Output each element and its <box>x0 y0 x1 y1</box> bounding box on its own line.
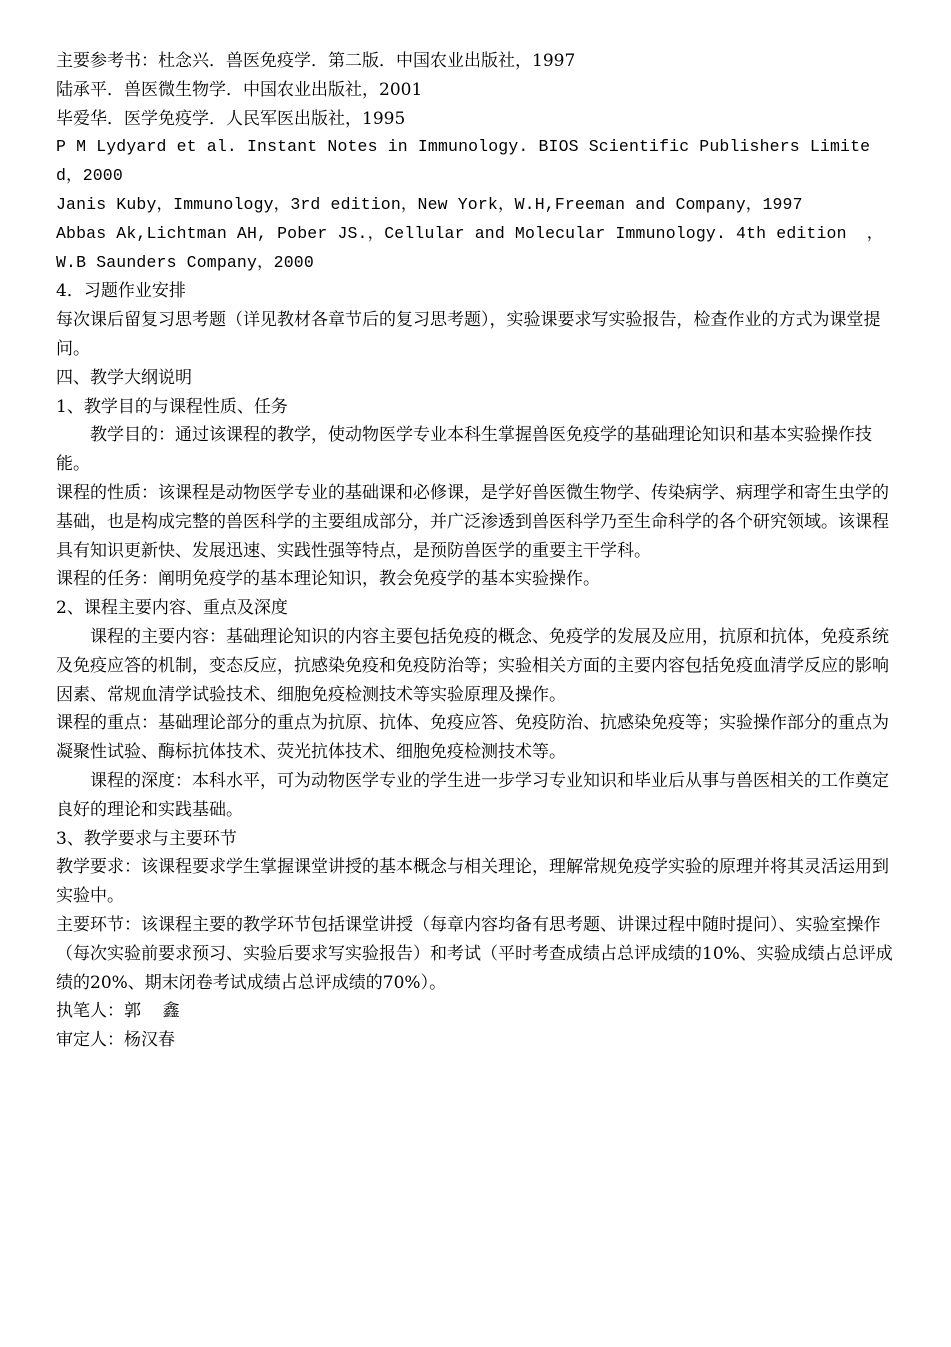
homework-heading: 4．习题作业安排 <box>56 281 186 302</box>
reference-item: 毕爱华．医学免疫学．人民军医出版社，1995 <box>56 108 406 129</box>
course-focus: 课程的重点：基础理论部分的重点为抗原、抗体、免疫应答、免疫防治、抗感染免疫等；实验操作部分的重点为凝聚性试验、酶标抗体技术、荧光抗体技术、细胞免疫检测技术等。 <box>56 713 889 763</box>
author-line: 执笔人：郭 鑫 <box>56 1001 180 1022</box>
teaching-requirement: 教学要求：该课程要求学生掌握课堂讲授的基本概念与相关理论，理解常规免疫学实验的原理并将其灵活运用到实验中。 <box>56 857 889 907</box>
section3-heading: 3、教学要求与主要环节 <box>56 828 237 849</box>
main-reference: 主要参考书：杜念兴．兽医免疫学．第二版．中国农业出版社，1997 <box>56 51 576 71</box>
section2-heading: 2、课程主要内容、重点及深度 <box>56 598 288 619</box>
reference-item-english: P M Lydyard et al. Instant Notes in Immunology. BIOS Scientific Publishers Limited，2000 <box>56 137 871 186</box>
references-section <box>56 47 894 277</box>
homework-text: 每次课后留复习思考题（详见教材各章节后的复习思考题），实验课要求写实验报告，检查作业的方式为课堂提问。 <box>56 310 881 359</box>
reference-item-english: Janis Kuby，Immunology，3rd edition，New York，W.H,Freeman and Company，1997 <box>56 194 803 214</box>
course-content: 课程的主要内容：基础理论知识的内容主要包括免疫的概念、免疫学的发展及应用，抗原和抗体，免疫系统及免疫应答的机制，变态反应，抗感染免疫和免疫防治等；实验相关方面的主要内容包括免疫血清学反应的影响因素、常规血清学试验技术、细胞免疫检测技术等实验原理及操作。 <box>56 626 889 705</box>
main-links: 主要环节：该课程主要的教学环节包括课堂讲授（每章内容均备有思考题、讲课过程中随时提问）、实验室操作（每次实验前要求预习、实验后要求写实验报告）和考试（平时考查成绩占总评成绩的10%、实验成绩占总评成绩的20%、期末闭卷考试成绩占总评成绩的70%）。 <box>56 914 893 993</box>
reference-item-english: Abbas Ak,Lichtman AH, Pober JS.，Cellular and Molecular Immunology. 4th edition ，W.B Saunders Company，2000 <box>56 223 884 272</box>
course-task: 课程的任务：阐明免疫学的基本理论知识，教会免疫学的基本实验操作。 <box>56 569 600 590</box>
course-depth: 课程的深度：本科水平，可为动物医学专业的学生进一步学习专业知识和毕业后从事与兽医相关的工作奠定良好的理论和实践基础。 <box>56 770 889 820</box>
signatures-section <box>56 997 894 1055</box>
document-page <box>56 47 894 1055</box>
course-nature: 课程的性质：该课程是动物医学专业的基础课和必修课，是学好兽医微生物学、传染病学、病理学和寄生虫学的基础，也是构成完整的兽医科学的主要组成部分，并广泛渗透到兽医科学乃至生命科学的各个研究领域。该课程具有知识更新快、发展迅速、实践性强等特点，是预防兽医学的重要主干学科。 <box>56 482 889 561</box>
outline-heading: 四、教学大纲说明 <box>56 367 192 388</box>
reference-item: 陆承平．兽医微生物学．中国农业出版社，2001 <box>56 79 423 100</box>
outline-section <box>56 364 894 998</box>
section1-heading: 1、教学目的与课程性质、任务 <box>56 396 288 417</box>
reviewer-line: 审定人：杨汉春 <box>56 1030 175 1051</box>
homework-section <box>56 277 894 363</box>
teaching-purpose: 教学目的：通过该课程的教学，使动物医学专业本科生掌握兽医免疫学的基础理论知识和基本实验操作技能。 <box>56 425 872 475</box>
